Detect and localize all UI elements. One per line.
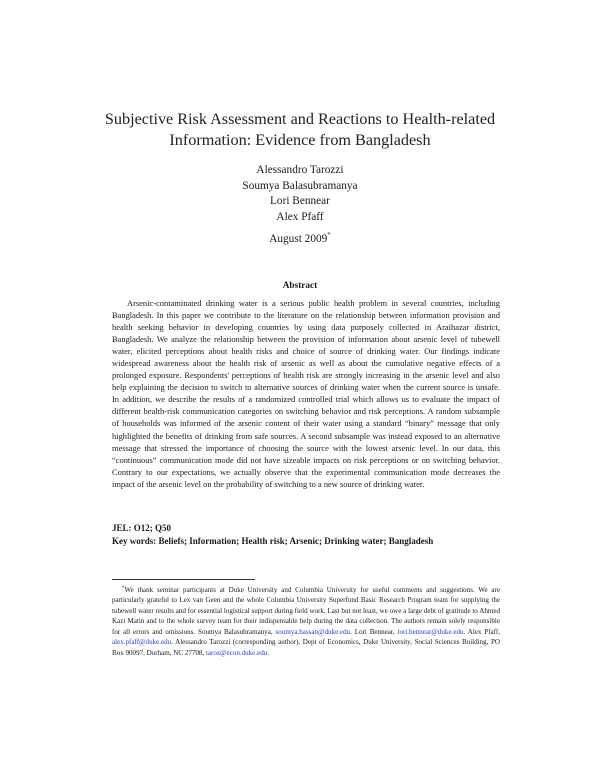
footnote-text: . — [267, 648, 270, 657]
footnote-marker[interactable]: * — [327, 231, 331, 239]
email-link[interactable]: soumya.hassan@duke.edu — [275, 627, 351, 636]
abstract-heading: Abstract — [282, 281, 318, 291]
footnote-divider — [112, 579, 255, 580]
abstract-body: Arsenic-contaminated drinking water is a serious public health problem in several countries, including Bangladesh. In this paper we contribute to the literature on the relationship between information provision and health seeking behavior in developing countries by using data purposely collected in Araihazar district, Bangladesh. We analyze the relationship between the provision of information about arsenic level of tubewell water, elicited perceptions about health risks and choice of source of drinking water. Our findings indicate widespread awareness about the health risk of arsenic as well as about the cumulative negative effects of a prolonged exposure. Respondents' perceptions of health risk are strongly increasing in the arsenic level and also help explaining the decision to switch to alternative sources of drinking water when the current source is unsafe. In addition, we describe the results of a randomized controlled trial which allows us to evaluate the impact of different health-risk communication categories on switching behavior and risk perceptions. A random subsample of households was informed of the arsenic content of their water using a standard “binary” message that only highlighted the benefits of drinking from safe sources. A second subsample was instead exposed to an alternative message that stressed the importance of choosing the source with the lowest arsenic level. In our data, this “continuous” communication mode did not have sizeable impacts on risk perceptions or on switching behavior. Contrary to our expectations, we actually observe that the experimental communication mode decreases the impact of the arsenic level on the probability of switching to a new source of drinking water. — [112, 298, 500, 489]
footnote-text: . Alessandro Tarozzi (corresponding author), Dept of Economics, Duke University, Social Sciences Building, PO Box 90097, Durham, NC 27708, — [112, 638, 500, 657]
author-list — [150, 163, 450, 225]
email-link[interactable]: alex.pfaff@duke.edu — [112, 638, 172, 647]
date-text: August 2009 — [269, 233, 328, 245]
author-name: Alessandro Tarozzi — [256, 164, 344, 176]
footnote-text: We thank seminar participants at Duke University and Columbia University for useful comments and suggestions. We are particularly grateful to Lex van Geen and the whole Columbia University Superfund Basic Research Program team for supplying the tubewell water results and for essential logistical support during field work. Last but not least, we owe a large debt of gratitude to Ahmed Kazi Matin and to the whole survey team for their indispensable help during the data collection. The authors remain solely responsible for all errors and omissions. Soumya Balasubramanya, — [112, 586, 500, 636]
footnote — [112, 584, 500, 658]
author-name: Soumya Balasubramanya — [242, 179, 358, 192]
jel-codes: JEL: O12; Q50 — [112, 523, 172, 533]
paper-date — [150, 231, 450, 245]
keywords: Key words: Beliefs; Information; Health risk; Arsenic; Drinking water; Bangladesh — [112, 536, 434, 546]
email-link[interactable]: taroz@econ.duke.edu — [205, 648, 268, 657]
footnote-marker: * — [122, 586, 125, 591]
footnote-text: . Alex Pfaff, — [463, 627, 501, 636]
paper-title: Subjective Risk Assessment and Reactions to Health-related Information: Evidence from Bangladesh — [104, 110, 496, 149]
author-name: Lori Bennear — [270, 195, 330, 207]
author-name: Alex Pfaff — [276, 210, 324, 223]
email-link[interactable]: lori.bennear@duke.edu — [397, 627, 464, 636]
footnote-text: . Lori Bennear, — [350, 627, 395, 636]
